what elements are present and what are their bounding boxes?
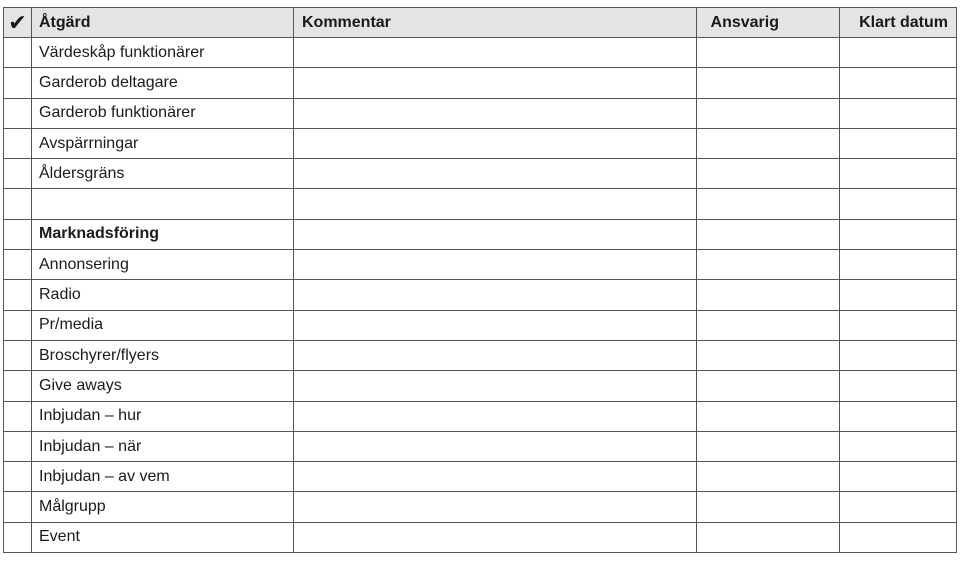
responsible-cell[interactable] — [697, 310, 840, 340]
table-row — [4, 98, 957, 128]
done-date-cell[interactable] — [840, 431, 957, 461]
check-cell[interactable] — [4, 159, 32, 189]
table-row — [4, 401, 957, 431]
done-date-cell[interactable] — [840, 38, 957, 68]
table-row — [4, 310, 957, 340]
responsible-cell[interactable] — [697, 159, 840, 189]
check-cell[interactable] — [4, 522, 32, 552]
check-cell[interactable] — [4, 68, 32, 98]
action-cell: Inbjudan – av vem — [32, 462, 294, 492]
table-row — [4, 431, 957, 461]
check-cell[interactable] — [4, 492, 32, 522]
comment-cell[interactable] — [294, 310, 697, 340]
responsible-cell[interactable] — [697, 250, 840, 280]
check-cell[interactable] — [4, 128, 32, 158]
table-header — [4, 8, 957, 38]
table-row — [4, 371, 957, 401]
action-cell: Broschyrer/flyers — [32, 340, 294, 370]
section-row — [4, 219, 957, 249]
action-cell: Inbjudan – när — [32, 431, 294, 461]
comment-cell[interactable] — [294, 98, 697, 128]
check-cell[interactable] — [4, 371, 32, 401]
comment-cell[interactable] — [294, 68, 697, 98]
table-body — [4, 38, 957, 553]
responsible-cell[interactable] — [697, 68, 840, 98]
done-date-cell[interactable] — [840, 219, 957, 249]
action-cell: Pr/media — [32, 310, 294, 340]
responsible-cell[interactable] — [697, 128, 840, 158]
comment-cell[interactable] — [294, 189, 697, 219]
done-date-cell[interactable] — [840, 492, 957, 522]
done-date-cell[interactable] — [840, 522, 957, 552]
done-date-cell[interactable] — [840, 340, 957, 370]
responsible-cell[interactable] — [697, 189, 840, 219]
comment-cell[interactable] — [294, 431, 697, 461]
action-cell: Värdeskåp funktionärer — [32, 38, 294, 68]
comment-cell[interactable] — [294, 401, 697, 431]
responsible-cell[interactable] — [697, 98, 840, 128]
action-cell: Inbjudan – hur — [32, 401, 294, 431]
comment-cell[interactable] — [294, 492, 697, 522]
done-date-cell[interactable] — [840, 280, 957, 310]
done-date-cell[interactable] — [840, 371, 957, 401]
responsible-cell[interactable] — [697, 522, 840, 552]
comment-cell[interactable] — [294, 280, 697, 310]
action-cell — [32, 189, 294, 219]
checkmark-icon: ✔ — [4, 8, 32, 38]
action-cell: Annonsering — [32, 250, 294, 280]
done-date-cell[interactable] — [840, 250, 957, 280]
table-row — [4, 159, 957, 189]
responsible-cell[interactable] — [697, 371, 840, 401]
comment-cell[interactable] — [294, 340, 697, 370]
table-row — [4, 68, 957, 98]
done-date-cell[interactable] — [840, 159, 957, 189]
action-cell: Garderob deltagare — [32, 68, 294, 98]
header-row — [4, 8, 957, 38]
action-cell: Avspärrningar — [32, 128, 294, 158]
action-cell: Garderob funktionärer — [32, 98, 294, 128]
comment-cell[interactable] — [294, 371, 697, 401]
done-date-cell[interactable] — [840, 68, 957, 98]
check-cell[interactable] — [4, 431, 32, 461]
check-cell[interactable] — [4, 250, 32, 280]
comment-cell[interactable] — [294, 522, 697, 552]
table-row — [4, 189, 957, 219]
header-responsible: Ansvarig — [697, 8, 840, 38]
responsible-cell[interactable] — [697, 492, 840, 522]
header-done-date: Klart datum — [840, 8, 957, 38]
responsible-cell[interactable] — [697, 462, 840, 492]
action-cell: Event — [32, 522, 294, 552]
action-cell: Give aways — [32, 371, 294, 401]
section-title: Marknadsföring — [32, 219, 294, 249]
table-row — [4, 250, 957, 280]
comment-cell[interactable] — [294, 462, 697, 492]
check-cell[interactable] — [4, 189, 32, 219]
action-cell: Målgrupp — [32, 492, 294, 522]
done-date-cell[interactable] — [840, 310, 957, 340]
check-cell[interactable] — [4, 340, 32, 370]
table-row — [4, 340, 957, 370]
header-action: Åtgärd — [32, 8, 294, 38]
comment-cell[interactable] — [294, 128, 697, 158]
table-row — [4, 462, 957, 492]
check-cell[interactable] — [4, 98, 32, 128]
responsible-cell[interactable] — [697, 280, 840, 310]
responsible-cell[interactable] — [697, 219, 840, 249]
table-row — [4, 38, 957, 68]
table-row — [4, 522, 957, 552]
checklist-table — [3, 7, 957, 553]
comment-cell[interactable] — [294, 250, 697, 280]
header-comment: Kommentar — [294, 8, 697, 38]
check-cell[interactable] — [4, 280, 32, 310]
responsible-cell[interactable] — [697, 38, 840, 68]
table-row — [4, 280, 957, 310]
responsible-cell[interactable] — [697, 340, 840, 370]
table-row — [4, 128, 957, 158]
responsible-cell[interactable] — [697, 401, 840, 431]
check-cell[interactable] — [4, 219, 32, 249]
comment-cell[interactable] — [294, 159, 697, 189]
check-cell[interactable] — [4, 462, 32, 492]
done-date-cell[interactable] — [840, 189, 957, 219]
done-date-cell[interactable] — [840, 462, 957, 492]
comment-cell[interactable] — [294, 38, 697, 68]
done-date-cell[interactable] — [840, 128, 957, 158]
comment-cell[interactable] — [294, 219, 697, 249]
action-cell: Åldersgräns — [32, 159, 294, 189]
done-date-cell[interactable] — [840, 401, 957, 431]
done-date-cell[interactable] — [840, 98, 957, 128]
table-row — [4, 492, 957, 522]
check-cell[interactable] — [4, 38, 32, 68]
responsible-cell[interactable] — [697, 431, 840, 461]
check-cell[interactable] — [4, 401, 32, 431]
check-cell[interactable] — [4, 310, 32, 340]
action-cell: Radio — [32, 280, 294, 310]
